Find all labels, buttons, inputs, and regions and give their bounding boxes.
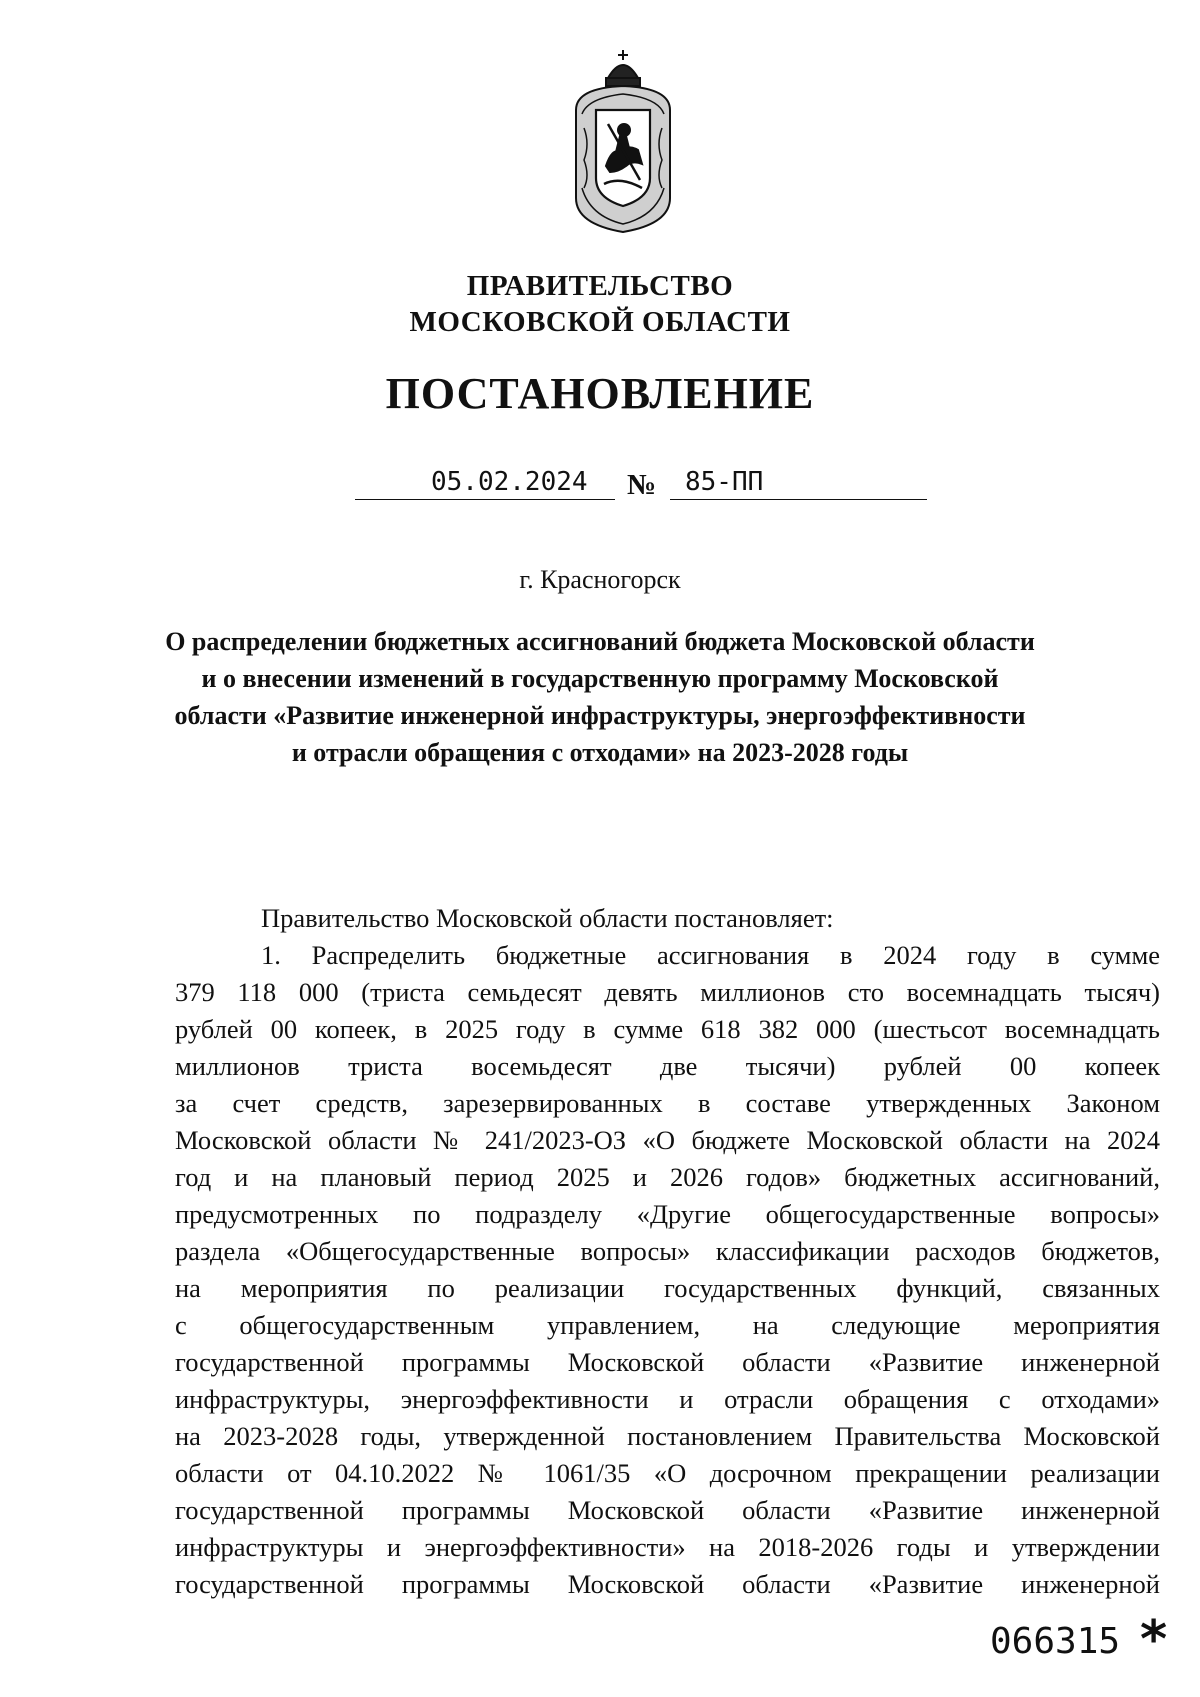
- asterisk-mark: *: [1140, 1610, 1168, 1670]
- body-line: области от 04.10.2022 № 1061/35 «О досрочном прекращении реализации: [175, 1458, 1160, 1488]
- document-body: [175, 900, 1160, 1603]
- date-underline: [355, 499, 615, 500]
- body-line: государственной программы Московской области «Развитие инженерной: [175, 1569, 1160, 1599]
- title-line: и отрасли обращения с отходами» на 2023-2028 годы: [291, 738, 909, 767]
- title-line: и о внесении изменений в государственную программу Московской: [201, 664, 999, 693]
- number-sign: №: [627, 469, 657, 501]
- body-line: инфраструктуры, энергоэффективности и отрасли обращения с отходами»: [175, 1384, 1160, 1414]
- body-line: с общегосударственным управлением, на следующие мероприятия: [175, 1310, 1160, 1340]
- body-line: государственной программы Московской области «Развитие инженерной: [175, 1347, 1160, 1377]
- body-line: на мероприятия по реализации государственных функций, связанных: [175, 1273, 1160, 1303]
- body-line: рублей 00 копеек, в 2025 году в сумме 618 382 000 (шестьсот восемнадцать: [175, 1014, 1160, 1044]
- body-line: инфраструктуры и энергоэффективности» на 2018-2026 годы и утверждении: [175, 1532, 1160, 1562]
- document-number: 85-ПП: [685, 467, 764, 497]
- document-date: 05.02.2024: [431, 467, 588, 497]
- body-line: за счет средств, зарезервированных в составе утвержденных Законом: [175, 1088, 1160, 1118]
- body-line: 1. Распределить бюджетные ассигнования в 2024 году в сумме: [261, 940, 1160, 970]
- body-line: раздела «Общегосударственные вопросы» классификации расходов бюджетов,: [175, 1236, 1160, 1266]
- organization-name-line-2: МОСКОВСКОЙ ОБЛАСТИ: [409, 306, 791, 338]
- number-underline: [670, 499, 927, 500]
- body-line: год и на плановый период 2025 и 2026 годов» бюджетных ассигнований,: [175, 1162, 1160, 1192]
- body-line: миллионов триста восемьдесят две тысячи) рублей 00 копеек: [175, 1051, 1160, 1081]
- body-line: Московской области № 241/2023-ОЗ «О бюджете Московской области на 2024: [175, 1125, 1160, 1155]
- document-serial-code: 066315: [990, 1621, 1121, 1662]
- organization-name-line-1: ПРАВИТЕЛЬСТВО: [466, 270, 734, 302]
- title-line: О распределении бюджетных ассигнований бюджета Московской области: [165, 627, 1035, 656]
- registration-row: [355, 465, 925, 505]
- body-line: 379 118 000 (триста семьдесят девять миллионов сто восемнадцать тысяч): [175, 977, 1160, 1007]
- document-title: [150, 623, 1050, 771]
- title-line: области «Развитие инженерной инфраструктуры, энергоэффективности: [174, 701, 1026, 730]
- body-intro: Правительство Московской области постановляет:: [261, 903, 834, 933]
- body-line: государственной программы Московской области «Развитие инженерной: [175, 1495, 1160, 1525]
- body-line: на 2023-2028 годы, утвержденной постановлением Правительства Московской: [175, 1421, 1160, 1451]
- city-line: г. Красногорск: [519, 565, 681, 594]
- body-line: предусмотренных по подразделу «Другие общегосударственные вопросы»: [175, 1199, 1160, 1229]
- document-type-heading: ПОСТАНОВЛЕНИЕ: [385, 369, 815, 418]
- coat-of-arms-emblem: [568, 48, 678, 234]
